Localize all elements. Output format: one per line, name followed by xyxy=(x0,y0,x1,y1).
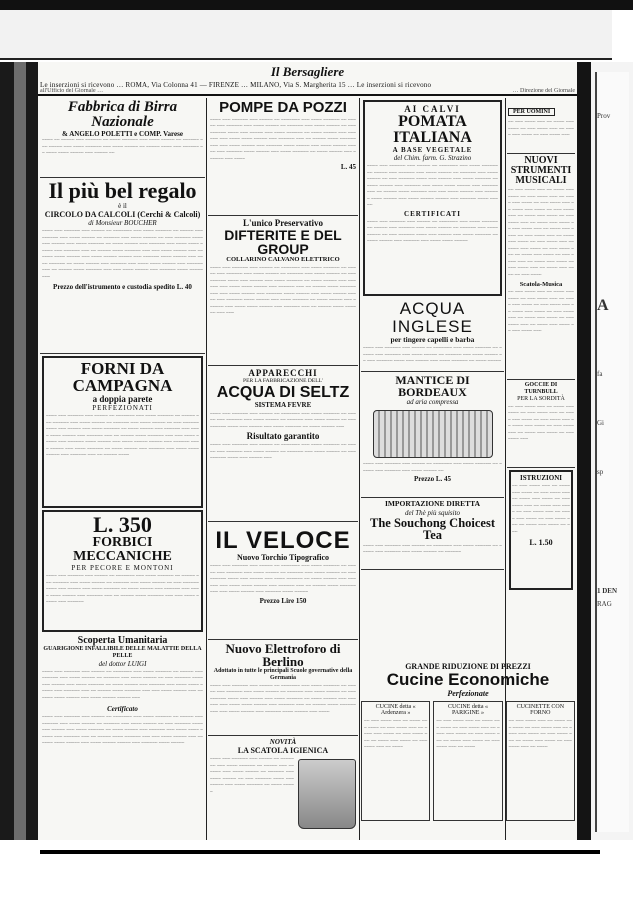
pomade-sub: A BASE VEGETALE xyxy=(392,146,473,155)
veloce-title: IL VELOCE xyxy=(215,527,351,554)
preservative-product: COLLARINO CALVANO ELETTRICO xyxy=(226,256,340,264)
pomade-author: del Chim. farm. G. Strazino xyxy=(393,154,472,163)
newspaper-page xyxy=(38,62,577,840)
men-ad xyxy=(507,98,575,154)
gift-sub: è il xyxy=(118,202,127,210)
masthead-line: Le inserzioni si ricevono … ROMA, Via Colonna 41 — FIRENZE … MILANO, Via S. Margherita 15 … Le inserzioni si ricevono xyxy=(40,81,432,89)
next-page-strip xyxy=(595,72,629,832)
stoves-ad xyxy=(361,662,575,840)
strip-text: RAG xyxy=(597,600,612,608)
price-tag: L. 1.50 xyxy=(529,538,553,548)
filler-text: ~~~~ ~~~ ~~~~~~ ~~~ ~~~~~ ~~ ~~~~~~~ ~~~ ~~~~ ~~~~~~ ~~ ~~~~~ ~~~ ~~~~~~ ~~~ ~~~~ ~~~~~ ~~ ~~~~~~ ~~~ ~~~~ ~~~~~ ~~ ~~~ ~~~~~~ ~~~~ ~~~ ~~~~~ ~~~ ~~~~ ~~~~~~ ~~ ~~~~ ~~~~~ xyxy=(363,346,502,365)
english-water-ad xyxy=(361,298,504,372)
filler-text: ~~ ~~~ ~~~~ ~~~ ~~ ~~~~ ~~~ ~~~~ ~~ ~~~ ~~~~ ~~~ ~~ ~~~~ ~~~ ~~~~ ~~ ~~~ ~~~~ ~~~ ~~ ~~~~ ~~~ ~~~~ ~~ ~~~ ~~~~ ~~~ ~~ ~~~~ xyxy=(364,719,428,751)
filler-text: ~~~~ ~~~ ~~~~~~ ~~~ ~~~~~ ~~ ~~~~~~~ ~~~ ~~~~ ~~~~~~ ~~ ~~~~~ ~~~ ~~~~~~ ~~~ ~~~~ ~~~~~ ~~ xyxy=(363,462,502,474)
reduction-title: GRANDE RIDUZIONE DI PREZZI xyxy=(405,662,531,671)
bellows-sub: ad aria compressa xyxy=(406,398,459,406)
pumps-price: L. 45 xyxy=(340,163,356,172)
filler-text: ~~ ~~~ ~~~~ ~~~ ~~ ~~~~ ~~~ ~~~~ ~~ ~~~ ~~~~ ~~~ ~~ ~~~~ ~~~ ~~~~ ~~ ~~~ ~~~~ ~~~ ~~ ~~~~ ~~~ ~~~~ ~~ ~~~ ~~~~ ~~~ ~~ ~~~~ ~~~ ~~~~ ~~ ~~~ ~~~~ ~~~ xyxy=(508,404,574,443)
gift-title: Il più bel regalo xyxy=(48,178,197,203)
filler-text: ~~~~ ~~ ~~~~~ ~~~ ~~~~~~ ~~ ~~~~ ~~~~~~ ~~~ ~~~~ ~~~~~ ~~ ~~~~~~ ~~~ ~~~~~ ~~~ ~~~~ ~~~~~~ ~~~ ~~~~ ~~~~~ ~~ ~~~~~ ~~~~ ~~~ ~~~~~~ ~~ ~~~~ ~~~~ ~~~~~ ~~~ ~~~~~ ~~ xyxy=(42,138,203,157)
men-label: PER UOMINI xyxy=(508,108,555,116)
filler-text: ~~~~ ~~~ ~~~~~~ ~~~ ~~~~~ ~~ ~~~~~~~ ~~~ ~~~~ ~~~~~~ ~~ ~~~~~ ~~~ ~~~~~~ ~~~ ~~~~ ~~~~~ ~~ ~~~~~~ ~~~ ~~~~ ~~~~~ ~~ ~~~ ~~~~~~ ~~~~ ~~~ ~~~~~ ~~~ ~~~~ ~~~~~~ ~~ ~~~~ ~~~~~ xyxy=(210,757,294,795)
column-2 xyxy=(208,98,358,840)
seltz-system: SISTEMA FEVRE xyxy=(254,401,312,410)
pomade-ad xyxy=(363,100,502,296)
paper-name: Il Bersagliere xyxy=(270,64,345,79)
stove-column xyxy=(506,701,575,821)
strip-text: Gi xyxy=(597,419,604,427)
masthead-sub xyxy=(40,88,575,94)
gift-item: CIRCOLO DA CALCOLI (Cerchi & Calcoli) xyxy=(44,210,201,220)
seltz-head: APPARECCHI xyxy=(248,368,318,378)
masthead-sub-left: all'Ufficio del Giornale … xyxy=(40,88,104,94)
column-rule xyxy=(206,98,207,840)
gift-price: Prezzo dell'istrumento e custodia spedito L. 40 xyxy=(53,283,192,292)
stoves-title: Cucine Economiche xyxy=(386,670,550,690)
preservative-title: L'unico Preservativo xyxy=(242,218,324,228)
instructions-ad xyxy=(509,470,573,590)
filler-text: ~~ ~~~ ~~~~ ~~~ ~~ ~~~~ ~~~ ~~~~ ~~ ~~~ ~~~~ ~~~ ~~ ~~~~ ~~~ ~~~~ ~~ ~~~ ~~~~ ~~~ ~~ ~~~~ ~~~ ~~~~ ~~ ~~~ ~~~~ ~~~ ~~ ~~~~ ~~~ ~~~~ ~~ ~~~ ~~~~ ~~~ ~~ ~~~~ ~~~ ~~~~ ~~ ~~~ ~~~~ ~~~ xyxy=(508,290,574,335)
turnbull-title: GOCCIE DI TURNBULL xyxy=(524,382,558,395)
seltz-title: ACQUA DI SELTZ xyxy=(216,383,350,401)
stove-column-title: CUCINE detta « Ardenzera » xyxy=(375,704,416,717)
discovery-doctor: del dottor LUIGI xyxy=(98,659,147,668)
preservative-main: DIFTERITE E DEL GROUP xyxy=(224,227,342,258)
bellows-price: Prezzo L. 45 xyxy=(414,475,451,484)
electrophore-title: Nuovo Elettroforo di Berlino xyxy=(225,641,341,669)
filler-text: ~~~~ ~~~ ~~~~~~ ~~~ ~~~~~ ~~ ~~~~~~~ ~~~ ~~~~ ~~~~~~ ~~ ~~~~~ ~~~ ~~~~~~ ~~~ ~~~~ ~~~~~ ~~ ~~~~~~ ~~~ ~~~~ ~~~~~ ~~ ~~~ ~~~~~~ ~~~~ ~~~ ~~~~~ ~~~ ~~~~ ~~~~~~ ~~ ~~~~ ~~~~~ ~~~ ~~~~~~ ~~~ ~~~~ ~~~~ ~~~~~ ~~~ ~~~~~~ ~~~ ~~ ~~~~~ ~~~~ ~~~~~~ ~~~ ~~~ ~~~~ ~~~~~ ~~~ ~~~~~~ ~~~~ ~~~~~ ~~~ ~~~~ ~~~~~ ~~~~~ ~~~ ~~~~~~ ~~~~ ~~~~~ ~~~ ~~~~ ~~~~~~ ~~ ~~~~ ~~~~~ ~~~ ~~~~~~ ~~~ ~~~~ ~~~~ ~~~~~ ~~~ ~~~~~~ ~~~ ~~ ~~~~~ ~~~~ ~~~~~~ ~~~ ~~~ ~~~~ ~~~~~ ~~~ ~~~~~~ ~~~~ ~~~~~ ~~~ xyxy=(42,229,203,280)
electrophore-ad xyxy=(208,640,358,736)
binding-bar xyxy=(577,62,591,840)
english-water-title: ACQUA INGLESE xyxy=(392,299,473,336)
ovens-sub: a doppia parete xyxy=(92,394,153,404)
ovens-note: PERFEZIONATI xyxy=(92,404,153,413)
stove-column-title: CUCINETTE CON FORNO xyxy=(516,704,565,717)
page-fold xyxy=(0,10,612,60)
filler-text: ~~~~ ~~~ ~~~~~~ ~~~ ~~~~~ ~~ ~~~~~~~ ~~~ ~~~~ ~~~~~~ ~~ ~~~~~ ~~~ ~~~~~~ ~~~ ~~~~ ~~~~~ ~~ ~~~~~~ ~~~ ~~~~ ~~~~~ ~~ ~~~ ~~~~~~ ~~~~ ~~~ ~~~~~ ~~~ ~~~~ ~~~~~~ ~~ ~~~~ ~~~~~ ~~~ ~~~~~~ ~~~ ~~~~ ~~~~ ~~~~~ ~~~ ~~~~~~ ~~~ ~~ ~~~~~ ~~~~ ~~~~~~ ~~~ ~~~ ~~~~ ~~~~~ ~~~ ~~~~~~ ~~~~ ~~~~~ ~~~ ~~~~ xyxy=(210,683,356,715)
seltz-ad xyxy=(208,366,358,522)
scan-left-margin xyxy=(0,62,38,840)
scissors-sub: PER PECORE E MONTONI xyxy=(71,564,174,572)
tin-box-illustration xyxy=(298,759,356,829)
ovens-title: FORNI DA CAMPAGNA xyxy=(72,359,173,395)
scan-bottom-margin xyxy=(0,840,633,900)
scan-bottom-edge xyxy=(40,850,600,854)
column-rule xyxy=(359,98,360,840)
english-water-sub: per tingere capelli e barba xyxy=(390,334,475,344)
filler-text: ~~~~ ~~~ ~~~~~~ ~~~ ~~~~~ ~~ ~~~~~~~ ~~~ ~~~~ ~~~~~~ ~~ ~~~~~ ~~~ ~~~~~~ ~~~ ~~~~ ~~~~~ ~~ ~~~~~~ ~~~ ~~~~ ~~~~~ ~~ ~~~ ~~~~~~ ~~~~ ~~~ ~~~~~ ~~~ xyxy=(210,443,356,462)
filler-text: ~~~~ ~~~ ~~~~~~ ~~~ ~~~~~ ~~ ~~~~~~~ ~~~ ~~~~ ~~~~~~ ~~ ~~~~~ ~~~ ~~~~~~ ~~~ ~~~~ ~~~~~ ~~ ~~~~~~ xyxy=(363,543,502,556)
seltz-result: Risultato garantito xyxy=(246,431,320,441)
filler-text: ~~~~ ~~~ ~~~~~~ ~~~ ~~~~~ ~~ ~~~~~~~ ~~~ ~~~~ ~~~~~~ ~~ ~~~~~ ~~~ ~~~~~~ ~~~ ~~~~ ~~~~~ ~~ ~~~~~~ ~~~ ~~~~ ~~~~~ ~~ ~~~ ~~~~~~ ~~~~ ~~~ ~~~~~ ~~~ ~~~~ ~~~~~~ ~~ ~~~~ ~~~~~ ~~~ ~~~~~~ ~~~ ~~~~ ~~~~ ~~~~~ ~~~ ~~~~~~ ~~~ ~~ ~~~~~ ~~~~ ~~~~~~ ~~~ ~~~ ~~~~ ~~~~~ ~~~ ~~~~~~ ~~~~ ~~~~~ xyxy=(210,564,356,596)
beer-title: Fabbrica di Birra Nazionale xyxy=(67,99,178,130)
scan-right-margin xyxy=(577,62,633,840)
discovery-ad xyxy=(40,634,205,834)
column-1 xyxy=(40,98,205,840)
gift-inventor: di Monsieur BOUCHER xyxy=(88,219,157,228)
stove-column xyxy=(433,701,502,821)
filler-text: ~~ ~~~ ~~~~ ~~~ ~~ ~~~~ ~~~ ~~~~ ~~ ~~~ ~~~~ ~~~ ~~ ~~~~ ~~~ ~~~~ ~~ ~~~ ~~~~ ~~~ ~~ ~~~~ ~~~ ~~~~ ~~ ~~~ ~~~~ ~~~ ~~ ~~~~ ~~~ ~~~~ ~~ ~~~ ~~~~ ~~~ ~~ ~~~~ ~~~ ~~~~ ~~ ~~~ xyxy=(512,484,570,535)
filler-text: ~~ ~~~ ~~~~ ~~~ ~~ ~~~~ ~~~ ~~~~ ~~ ~~~ ~~~~ ~~~ ~~ ~~~~ ~~~ ~~~~ ~~ ~~~ ~~~~ ~~~ ~~ ~~~~ ~~~ ~~~~ ~~ ~~~ ~~~~ ~~~ ~~ ~~~~ xyxy=(508,719,572,751)
discovery-head: GUARIGIONE INFALLIBILE DELLE MALATTIE DELLA PELLE xyxy=(43,646,202,659)
instructions-label: ISTRUZIONI xyxy=(519,474,562,482)
stove-column-title: CUCINE detta « PARIGINE » xyxy=(447,704,488,717)
filler-text: ~~~~ ~~~ ~~~~~~ ~~~ ~~~~~ ~~ ~~~~~~~ ~~~ ~~~~ ~~~~~~ ~~ ~~~~~ ~~~ ~~~~~~ ~~~ ~~~~ ~~~~~ ~~ ~~~~~~ ~~~ ~~~~ ~~~~~ ~~ ~~~ ~~~~~~ ~~~~ ~~~ ~~~~~ ~~~ ~~~~ ~~~~~~ ~~ ~~~~ ~~~~~ ~~~ ~~~~~~ ~~~ ~~~~ ~~~~ ~~~~~ ~~~ ~~~~~~ ~~~ ~~ ~~~~~ ~~~~ ~~~~~~ ~~~ ~~~ ~~~~ ~~~~~ ~~~ ~~~~~~ ~~~~ ~~~~~ ~~~ ~~~~ ~~~~~ ~~~~~ ~~~ ~~~~~~ ~~~~ ~~~~~ xyxy=(367,164,498,209)
veloce-sub: Nuovo Torchio Tipografico xyxy=(236,553,330,563)
veloce-price: Prezzo Lire 150 xyxy=(259,596,307,605)
stove-column xyxy=(361,701,430,821)
filler-text: ~~~~ ~~~ ~~~~~~ ~~~ ~~~~~ ~~ ~~~~~~~ ~~~ ~~~~ ~~~~~~ ~~ ~~~~~ ~~~ ~~~~~~ ~~~ ~~~~ ~~~~~ ~~ ~~~~~~ ~~~ ~~~~ ~~~~~ ~~ ~~~ ~~~~~~ ~~~~ ~~~ ~~~~~ ~~~ ~~~~ ~~~~~~ ~~ ~~~~ ~~~~~ ~~~ ~~~~~~ ~~~ ~~~~ ~~~~ ~~~~~ ~~~ ~~~~~~ ~~~ ~~ ~~~~~ ~~~~ ~~~~~~ ~~~ ~~~ ~~~~ ~~~~~ ~~~ ~~~~~~ xyxy=(46,574,199,606)
filler-text: ~~ ~~~ ~~~~ ~~~ ~~ ~~~~ ~~~ ~~~~ ~~ ~~~ ~~~~ ~~~ ~~ ~~~~ ~~~ ~~~~ ~~ ~~~ ~~~~ ~~~ ~~ ~~~~ ~~~ ~~~~ ~~ ~~~ ~~~~ ~~~ ~~ ~~~~ xyxy=(436,719,500,751)
pumps-ad xyxy=(208,98,358,216)
filler-text: ~~ ~~~ ~~~~ ~~~ ~~ ~~~~ ~~~ ~~~~ ~~ ~~~ ~~~~ ~~~ ~~ ~~~~ ~~~ ~~~~ ~~ ~~~ ~~~~ ~~~ ~~ ~~~~ ~~~ ~~~~ ~~ ~~~ ~~~~ ~~~ ~~ ~~~~ ~~~ ~~~~ ~~ ~~~ ~~~~ ~~~ ~~ ~~~~ ~~~ ~~~~ ~~ ~~~ ~~~~ ~~~ ~~ ~~~~ ~~~ ~~~~ ~~ ~~~ ~~~~ ~~~ ~~ ~~~~ ~~~ ~~~~ ~~ ~~~ ~~~~ ~~~ ~~ ~~~~ ~~~ ~~~~ ~~ ~~~ ~~~~ ~~~ ~~ ~~~~ ~~~ ~~~~ ~~ ~~~ ~~~~ ~~~ ~~ ~~~~ ~~~ ~~~~ ~~ ~~~ ~~~~ ~~~ ~~ ~~~~ ~~~ ~~~~ ~~ ~~~ ~~~~ xyxy=(508,188,574,278)
tea-ad xyxy=(361,498,504,570)
masthead xyxy=(38,62,577,96)
stoves-grid xyxy=(361,701,575,821)
masthead-sub-right: … Direzione del Giornale xyxy=(512,88,575,94)
turnbull-ad xyxy=(507,380,575,468)
bellows-ad xyxy=(361,372,504,498)
pomade-pre: AI CALVI xyxy=(404,104,461,114)
instruments-ad xyxy=(507,154,575,380)
strip-text: fa xyxy=(597,370,603,378)
filler-text: ~~~~ ~~~ ~~~~~~ ~~~ ~~~~~ ~~ ~~~~~~~ ~~~ ~~~~ ~~~~~~ ~~ ~~~~~ ~~~ ~~~~~~ ~~~ ~~~~ ~~~~~ ~~ ~~~~~~ ~~~ ~~~~ ~~~~~ ~~ ~~~ ~~~~~~ ~~~~ ~~~ ~~~~~ ~~~ ~~~~ ~~~~~~ ~~ ~~~~ ~~~~~ ~~~ ~~~~~~ ~~~ ~~~~ ~~~~ ~~~~~ ~~~ ~~~~~~ ~~~ ~~ ~~~~~ ~~~~ ~~~~~~ ~~~ ~~~ ~~~~ ~~~~~ ~~~ ~~~~~~ ~~~~ ~~~~~ ~~~ ~~~~ ~~~~~ ~~~~~ ~~~ ~~~~~~ ~~~~ ~~~~~ ~~~ ~~~~ ~~~~~~ ~~ ~~~~ ~~~~~ ~~~ ~~~~~~ ~~~ ~~~~ xyxy=(210,117,356,162)
filler-text: ~~~~ ~~~ ~~~~~~ ~~~ ~~~~~ ~~ ~~~~~~~ ~~~ ~~~~ ~~~~~~ ~~ ~~~~~ ~~~ ~~~~~~ ~~~ ~~~~ ~~~~~ ~~ ~~~~~~ ~~~ ~~~~ ~~~~~ ~~ ~~~ ~~~~~~ ~~~~ ~~~ ~~~~~ ~~~ ~~~~ ~~~~~~ ~~ ~~~~ ~~~~~ ~~~ ~~~~~~ ~~~ ~~~~ ~~~~ ~~~~~ ~~~ ~~~~~~ ~~~ ~~ ~~~~~ ~~~~ ~~~~~~ ~~~ ~~~ ~~~~ ~~~~~ ~~~ ~~~~~~ ~~~~ ~~~~~ ~~~ ~~~~ ~~~~~ ~~~~~ ~~~ ~~~~~~ ~~~~ ~~~~~ ~~~ ~~~~ ~~~~~~ ~~ ~~~~ ~~~~~ ~~~ ~~~~~~ ~~~ ~~~~ ~~~~ ~~~~~ ~~~ ~~~~~~ ~~~ ~~ ~~~~~ ~~~~ xyxy=(46,414,199,459)
seltz-sub: PER LA FABBRICAZIONE DELL' xyxy=(243,378,323,385)
scissors-ad xyxy=(42,510,203,632)
scissors-price: L. 350 xyxy=(93,512,152,537)
bellows-illustration xyxy=(373,410,493,458)
preservative-ad xyxy=(208,216,358,366)
binding-gap xyxy=(14,62,26,840)
music-box: Scatola-Musica xyxy=(519,281,563,288)
discovery-title: Scoperta Umanitaria xyxy=(77,635,168,646)
column-4 xyxy=(507,98,575,660)
beer-ad xyxy=(40,98,205,178)
pumps-title: POMPE DA POZZI xyxy=(219,99,347,116)
filler-text: ~~~~ ~~~ ~~~~~~ ~~~ ~~~~~ ~~ ~~~~~~~ ~~~ ~~~~ ~~~~~~ ~~ ~~~~~ ~~~ ~~~~~~ ~~~ ~~~~ ~~~~~ ~~ ~~~~~~ ~~~ ~~~~ ~~~~~ ~~ ~~~ ~~~~~~ ~~~~ ~~~ ~~~~~ ~~~ ~~~~ ~~~~~~ ~~ ~~~~ ~~~~~ ~~~ ~~~~~~ ~~~ ~~~~ ~~~~ ~~~~~ xyxy=(367,219,498,245)
scan-top-margin xyxy=(0,0,633,62)
stoves-sub: Perfezionate xyxy=(447,689,489,699)
novelty-title: LA SCATOLA IGIENICA xyxy=(237,746,329,756)
tea-title: The Souchong Choicest Tea xyxy=(369,515,496,543)
gift-ad xyxy=(40,178,205,354)
veloce-ad xyxy=(208,522,358,640)
strip-text: sp xyxy=(597,468,604,476)
certificate-label: Certificato xyxy=(107,705,138,714)
filler-text: ~~~~ ~~~ ~~~~~~ ~~~ ~~~~~ ~~ ~~~~~~~ ~~~ ~~~~ ~~~~~~ ~~ ~~~~~ ~~~ ~~~~~~ ~~~ ~~~~ ~~~~~ ~~ ~~~~~~ ~~~ ~~~~ ~~~~~ ~~ ~~~ ~~~~~~ ~~~~ ~~~ ~~~~~ ~~~ ~~~~ ~~~~~~ ~~ ~~~~ ~~~~~ ~~~ xyxy=(210,411,356,430)
strip-text: A xyxy=(597,297,609,314)
pomade-title: POMATA ITALIANA xyxy=(393,113,472,147)
tea-head: IMPORTAZIONE DIRETTA xyxy=(384,499,481,508)
filler-text: ~~ ~~~ ~~~~ ~~~ ~~ ~~~~ ~~~ ~~~~ ~~ ~~~ ~~~~ ~~~ ~~ ~~~~ ~~~ ~~~~ ~~ ~~~ ~~~~ ~~~ xyxy=(508,120,574,138)
novelty-ad xyxy=(208,736,358,840)
filler-text: ~~~~ ~~~ ~~~~~~ ~~~ ~~~~~ ~~ ~~~~~~~ ~~~ ~~~~ ~~~~~~ ~~ ~~~~~ ~~~ ~~~~~~ ~~~ ~~~~ ~~~~~ ~~ ~~~~~~ ~~~ ~~~~ ~~~~~ ~~ ~~~ ~~~~~~ ~~~~ ~~~ ~~~~~ ~~~ ~~~~ ~~~~~~ ~~ ~~~~ ~~~~~ ~~~ ~~~~~~ ~~~ ~~~~ ~~~~ ~~~~~ ~~~ ~~~~~~ ~~~ ~~ ~~~~~ ~~~~ ~~~~~~ ~~~ ~~~ ~~~~ ~~~~~ ~~~ ~~~~~~ ~~~~ ~~~~~ ~~~ ~~~~ ~~~~~ ~~~~~ ~~~ ~~~~~~ ~~~~ ~~~~~ xyxy=(42,715,203,747)
scan-top-edge xyxy=(0,0,633,10)
strip-text: Prov xyxy=(597,112,611,120)
filler-text: ~~~~ ~~~ ~~~~~~ ~~~ ~~~~~ ~~ ~~~~~~~ ~~~ ~~~~ ~~~~~~ ~~ ~~~~~ ~~~ ~~~~~~ ~~~ ~~~~ ~~~~~ ~~ ~~~~~~ ~~~ ~~~~ ~~~~~ ~~ ~~~ ~~~~~~ ~~~~ ~~~ ~~~~~ ~~~ ~~~~ ~~~~~~ ~~ ~~~~ ~~~~~ ~~~ ~~~~~~ ~~~ ~~~~ ~~~~ ~~~~~ ~~~ ~~~~~~ ~~~ ~~ ~~~~~ ~~~~ ~~~~~~ ~~~ ~~~ ~~~~ ~~~~~ ~~~ ~~~~~~ ~~~~ ~~~~~ ~~~ ~~~~ ~~~~~ ~~~~~ ~~~ xyxy=(42,669,203,701)
scissors-title: FORBICI MECCANICHE xyxy=(73,535,172,564)
ovens-ad xyxy=(42,356,203,508)
beer-owner: & ANGELO POLETTI e COMP. Varese xyxy=(62,130,183,138)
instruments-title: NUOVI STRUMENTI MUSICALI xyxy=(510,155,572,186)
turnbull-sub: PER LA SORDITÀ xyxy=(517,395,565,402)
strip-text: 1 DEN xyxy=(597,587,618,595)
novelty-label: NOVITÀ xyxy=(269,738,297,746)
electrophore-sub: Adottato in tutte le principali Scuole governative della Germania xyxy=(213,668,353,681)
bellows-title: MANTICE DI BORDEAUX xyxy=(395,373,470,399)
filler-text: ~~~~ ~~~ ~~~~~~ ~~~ ~~~~~ ~~ ~~~~~~~ ~~~ ~~~~ ~~~~~~ ~~ ~~~~~ ~~~ ~~~~~~ ~~~ ~~~~ ~~~~~ ~~ ~~~~~~ ~~~ ~~~~ ~~~~~ ~~ ~~~ ~~~~~~ ~~~~ ~~~ ~~~~~ ~~~ ~~~~ ~~~~~~ ~~ ~~~~ ~~~~~ ~~~ ~~~~~~ ~~~ ~~~~ ~~~~ ~~~~~ ~~~ ~~~~~~ ~~~ ~~ ~~~~~ ~~~~ ~~~~~~ ~~~ ~~~ ~~~~ ~~~~~ ~~~ ~~~~~~ ~~~~ ~~~~~ ~~~ ~~~~ ~~~~~ ~~~~~ ~~~ ~~~~~~ ~~~~ ~~~~~ ~~~ ~~~~ ~~~~~~ ~~ ~~~~ ~~~~~ ~~~ ~~~~~~ ~~~ ~~~~ ~~~~ ~~~~~ ~~~ ~~~~~~ ~~~ ~~ ~~~~~ ~~~~ ~~~~~~ ~~~ ~~~ xyxy=(210,265,356,317)
tea-sub: del Thè più squisito xyxy=(404,508,461,517)
pomade-cert: CERTIFICATI xyxy=(404,209,461,218)
novelty-body xyxy=(210,755,356,829)
